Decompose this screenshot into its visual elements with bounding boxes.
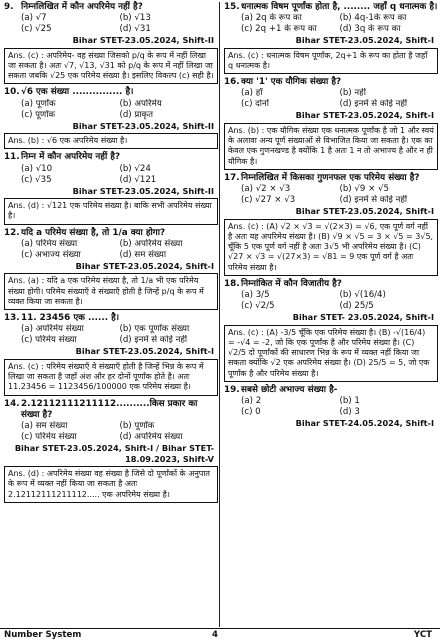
option: (c) √2/5: [241, 301, 275, 312]
option: (c) अभाज्य संख्या: [21, 249, 81, 260]
exam-source: Bihar STET-23.05.2024, Shift-I: [295, 110, 434, 121]
question-text: 2.12112111211112..........किस प्रकार का संख्या है?: [21, 398, 198, 420]
answer-box: Ans. (a) : यदि a एक परिमेय संख्या है, तो 1/a भी एक परिमेय संख्या होगी। परिमेय संख्याएँ वे संख्याएँ होती है जिन्हें p/q के रूप में व्यक्त किया जा सकता है।: [4, 273, 218, 310]
footer: [0, 628, 440, 641]
answer-box: Ans. (b) : एक यौगिक संख्या एक धनात्मक पूर्णांक है जो 1 और स्वयं के अलावा अन्य पूर्ण संख्याओं से विभाजित किया जा सकता है। एक का केवल एक गुणनखण्ड है क्योंकि 1 है अतः 1 न तो अभाज्य है और न ही यौगिक है।: [224, 123, 438, 170]
option: (a) परिमेय संख्या: [21, 238, 78, 249]
question-block: [4, 228, 218, 310]
question-header: [224, 279, 438, 290]
answer-box: Ans. (d) : अपरिमेय संख्या वह संख्या है जिसे दो पूर्णांकों के अनुपात के रूप में व्यक्त नहीं किया जा सकता है अतः 2.12112111211112..... एक अपरिमेय संख्या है।: [4, 466, 218, 503]
option: (a) 3/5: [241, 290, 270, 301]
exam-source: Bihar STET-23.05.2024, Shift-I: [75, 346, 214, 357]
question-block: [224, 77, 438, 170]
option: (c) √35: [21, 174, 52, 185]
question-number: 10.: [4, 87, 20, 98]
option: (b) √13: [119, 13, 151, 24]
options: [4, 421, 218, 443]
question-number: 17.: [224, 172, 240, 183]
answer-box: Ans. (c) : अपरिमेय- वह संख्या जिसको p/q के रूप में नहीं लिखा जा सकता है। अतः √7, √13, √31 को p/q के रूप में नहीं लिखा जा सकता जबकि √25 एक परिमेय संख्या है। इसलिए विकल्प (c) सही है।: [4, 48, 218, 85]
question-number: 19.: [224, 384, 240, 395]
question-block: [224, 173, 438, 276]
option: (a) √10: [21, 163, 53, 174]
options: [224, 88, 438, 110]
option: (c) परिमेय संख्या: [21, 432, 77, 443]
question-block: [4, 2, 218, 84]
option: (d) इनमें से कोई नहीं: [339, 195, 408, 206]
option: (b) √24: [119, 163, 151, 174]
question-text: निम्न में कौन अपरिमेय नहीं है?: [21, 152, 121, 163]
exam-source: Bihar STET-23.05.2024, Shift-II: [72, 120, 214, 131]
question-header: [4, 228, 218, 239]
question-block: [4, 87, 218, 149]
option: (c) 0: [241, 407, 261, 417]
left-column: [4, 2, 218, 506]
question-block: [224, 2, 438, 74]
option: (d) 3: [339, 407, 360, 417]
option: (d) 3q के रूप का: [339, 24, 401, 35]
question-header: [4, 152, 218, 163]
question-header: [224, 77, 438, 88]
options: [224, 184, 438, 206]
question-text: 11. 23456 एक ...... है।: [21, 313, 120, 324]
exam-source: Bihar STET- 23.05.2024, Shift-I: [292, 312, 434, 323]
options: [224, 396, 438, 418]
question-text: √6 एक संख्या ............... है।: [21, 87, 134, 98]
question-text: यदि a परिमेय संख्या है, तो 1/a क्या होगा?: [21, 227, 166, 238]
option: (c) √27 × √3: [241, 195, 296, 206]
option: (b) पूर्णांक: [119, 421, 155, 432]
option: (d) अपरिमेय संख्या: [119, 432, 183, 443]
question-block: [4, 313, 218, 395]
answer-box: Ans. (b) : √6 एक अपरिमेय संख्या है।: [4, 133, 218, 149]
option: (a) हाँ: [241, 88, 263, 99]
question-text: धनात्मक विषम पूर्णांक होता है, ........ जहाँ q धनात्मक है।: [241, 2, 438, 12]
options: [4, 164, 218, 186]
option: (c) पूर्णांक: [21, 109, 56, 120]
question-text: निम्नलिखित में कौन अपरिमेय नहीं है?: [21, 2, 143, 12]
options: [4, 99, 218, 121]
option: (b) एक पूर्णांक संख्या: [119, 324, 190, 335]
question-header: [4, 399, 218, 422]
question-block: [4, 152, 218, 224]
question-text: निम्नलिखित में किसका गुणनफल एक परिमेय संख्या है?: [241, 172, 420, 183]
options: [224, 13, 438, 35]
question-text: क्या '1' एक यौगिक संख्या है?: [241, 77, 342, 88]
options: [224, 290, 438, 312]
answer-box: Ans. (c) : (A) √2 × √3 = √(2×3) = √6, एक पूर्ण वर्ग नहीं है अतः यह अपरिमेय संख्या है। (B) √9 × √5 = 3 × √5 = 3√5, चूँकि 5 एक पूर्ण वर्ग नहीं है अतः 3√5 भी अपरिमेय संख्या है। (C) √27 × √3 = √(27×3) = √81 = 9 एक पूर्ण वर्ग है अतः परिमेय संख्या है।: [224, 219, 438, 276]
options: [4, 324, 218, 346]
option: (b) नहीं: [339, 88, 366, 99]
question-header: [4, 87, 218, 98]
option: (d) इनमें से कोई नहीं: [119, 335, 188, 346]
question-block: [224, 385, 438, 429]
question-number: 9.: [4, 2, 14, 12]
exam-source: Bihar STET-23.05.2024, Shift-II: [72, 185, 214, 196]
option: (a) √7: [21, 13, 47, 24]
question-block: [224, 279, 438, 382]
options: [4, 13, 218, 35]
option: (a) पूर्णांक: [21, 98, 56, 109]
question-header: [224, 385, 438, 396]
option: (c) 2q +1 के रूप का: [241, 24, 317, 35]
question-number: 16.: [224, 77, 240, 88]
question-header: [224, 2, 438, 13]
option: (a) सम संख्या: [21, 421, 68, 432]
option: (a) अपरिमेय संख्या: [21, 324, 84, 335]
exam-source: Bihar STET-23.05.2024, Shift-I: [295, 206, 434, 217]
option: (b) 4q-1के रूप का: [339, 13, 407, 24]
option: (c) √25: [21, 24, 52, 35]
question-number: 15.: [224, 2, 240, 12]
question-header: [4, 313, 218, 324]
publisher: YCT: [413, 630, 432, 640]
option: (d) प्राकृत: [119, 109, 154, 120]
question-number: 13.: [4, 313, 20, 324]
question-number: 11.: [4, 152, 20, 163]
answer-box: Ans. (c) : धनात्मक विषम पूर्णांक, 2q+1 के रूप का होता है जहाँ q धनात्मक है।: [224, 48, 438, 74]
question-block: [4, 399, 218, 503]
question-text: निम्नांकित में कौन विजातीय है?: [241, 278, 342, 289]
option: (a) 2: [241, 396, 262, 406]
option: (d) √121: [119, 174, 157, 185]
question-number: 12.: [4, 227, 20, 238]
exam-source: Bihar STET-23.05.2024, Shift-I / Bihar STET-18.09.2023, Shift-V: [14, 443, 214, 464]
question-header: [4, 2, 218, 13]
question-header: [224, 173, 438, 184]
option: (b) अपरिमेय संख्या: [119, 238, 183, 249]
option: (d) √31: [119, 24, 151, 35]
option: (d) 25/5: [339, 301, 374, 312]
page-number: 4: [212, 630, 218, 640]
option: (c) परिमेय संख्या: [21, 335, 77, 346]
question-number: 18.: [224, 278, 240, 289]
question-number: 14.: [4, 398, 20, 409]
options: [4, 239, 218, 261]
option: (b) √(16/4): [339, 290, 386, 301]
option: (b) अपरिमेय: [119, 98, 162, 109]
option: (a) √2 × √3: [241, 184, 291, 195]
right-column: [224, 2, 438, 431]
option: (a) 2q के रूप का: [241, 13, 302, 24]
option: (d) सम संख्या: [119, 249, 167, 260]
exam-source: Bihar STET-23.05.2024, Shift-II: [72, 35, 214, 46]
exam-source: Bihar STET-23.05.2024, Shift-I: [75, 260, 214, 271]
option: (d) इनमें से कोई नहीं: [339, 99, 408, 110]
exam-source: Bihar STET-23.05.2024, Shift-I: [295, 35, 434, 46]
answer-box: Ans. (d) : √121 एक परिमेय संख्या है। बाकि सभी अपरिमेय संख्या है।: [4, 198, 218, 224]
footer-title: Number System: [4, 630, 82, 640]
exam-source: Bihar STET-24.05.2024, Shift-I: [295, 418, 434, 428]
column-divider: [219, 2, 220, 627]
option: (b) √9 × √5: [339, 184, 389, 195]
question-text: सबसे छोटी अभाज्य संख्या है-: [241, 384, 338, 395]
option: (b) 1: [339, 396, 360, 406]
option: (c) दोनों: [241, 99, 269, 110]
answer-box: Ans. (c) : (A) -3/5 चूँकि एक परिमेय संख्या है। (B) -√(16/4) = -√4 = -2, जो कि एक पूर्णांक है और परिमेय संख्या है। (C) √2/5 दो पूर्णांकों की साधारण भिन्न के रूप में व्यक्त नहीं किया जा सकता क्योंकि √2 एक अपरिमेय संख्या है। (D) 25/5 = 5, जो एक पूर्णांक है और परिमेय संख्या है।: [224, 325, 438, 382]
answer-box: Ans. (c) : परिमेय संख्याएँ वे संख्याएँ होती है जिन्हें भिन्न के रूप में लिखा जा सकता है जहाँ अंश और हर दोनों पूर्णांक होते है। अतः 11.23456 = 1123456/100000 एक परिमेय संख्या है।: [4, 359, 218, 396]
